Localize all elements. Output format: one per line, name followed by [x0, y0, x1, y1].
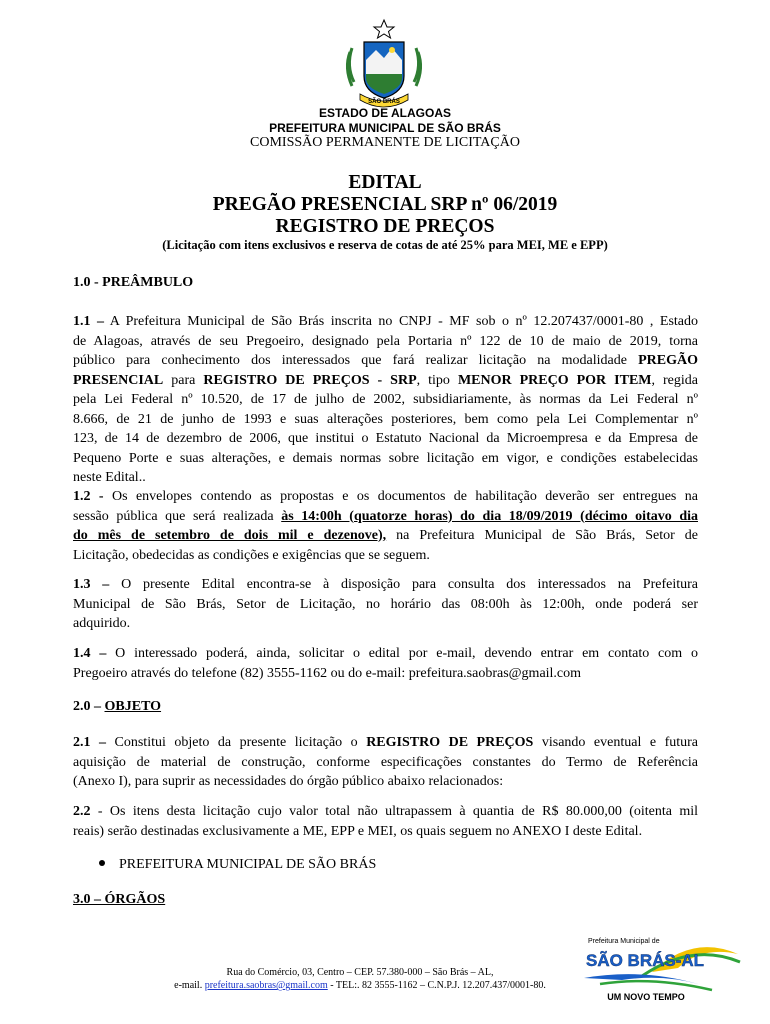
document-title-edital: EDITAL [348, 172, 422, 193]
document-title-pregao: PREGÃO PRESENCIAL SRP nº 06/2019 [212, 194, 558, 215]
section-heading-preambulo: 1.0 - PREÂMBULO [73, 275, 194, 290]
paragraph-2-1: 2.1 – Constitui objeto da presente licitação o REGISTRO DE PREÇOS visando eventual e futura aquisição de material de construção, conforme especificações constantes do Termo de Referência (Anexo I), para suprir as necessidades do órgão público abaixo relacionados: [73, 735, 698, 789]
document-title-registro: REGISTRO DE PREÇOS [275, 216, 495, 237]
bullet-icon [99, 860, 105, 866]
header-state: ESTADO DE ALAGOAS [318, 106, 451, 120]
clause-number: 2.1 – [73, 735, 107, 750]
clause-number: 1.3 – [73, 577, 110, 592]
paragraph-2-2: 2.2 - Os itens desta licitação cujo valor total não ultrapassem à quantia de R$ 80.000,00 (oitenta mil reais) serão destinadas exclusivamente a ME, EPP e MEI, os quais seguem no ANEXO I deste Edital. [73, 804, 698, 839]
footer-contact: e-mail. prefeitura.saobras@gmail.com - TEL:. 82 3555-1162 – C.N.P.J. 12.207.437/0001-80. [174, 980, 546, 991]
header-commission: COMISSÃO PERMANENTE DE LICITAÇÃO [250, 135, 520, 150]
logo-top-text: Prefeitura Municipal de [588, 938, 660, 945]
header-municipality: PREFEITURA MUNICIPAL DE SÃO BRÁS [269, 121, 501, 135]
clause-number: 2.2 [73, 804, 91, 819]
coat-ribbon-text: SÃO BRÁS [368, 99, 400, 105]
paragraph-1-4: 1.4 – O interessado poderá, ainda, solicitar o edital por e-mail, devendo entrar em contato com o Pregoeiro através do telefone (82) 3555-1162 ou do e-mail: prefeitura.saobras@gmail.com [73, 646, 698, 681]
section-heading-orgaos: 3.0 – ÓRGÃOS [73, 892, 166, 907]
municipality-logo-icon [582, 932, 742, 1004]
clause-number: 1.1 – [73, 314, 105, 329]
paragraph-1-2: 1.2 - Os envelopes contendo as propostas e os documentos de habilitação deverão ser entregues na sessão pública que será realizada às 14:00h (quatorze horas) do dia 18/09/2019 (décimo oitavo dia do mês de setembro de dois mil e dezenove), na Prefeitura Municipal de São Brás, Setor de Licitação, obedecidas as condições e exigências que se seguem. [73, 489, 698, 563]
clause-number: 1.2 - [73, 489, 104, 504]
clause-number: 1.4 – [73, 646, 107, 661]
footer-email-link[interactable]: prefeitura.saobras@gmail.com [204, 980, 328, 991]
logo-name-text: SÃO BRÁS-AL [586, 951, 705, 970]
document-subtitle: (Licitação com itens exclusivos e reserva de cotas de até 25% para MEI, ME e EPP) [162, 238, 608, 252]
logo-slogan-text: UM NOVO TEMPO [607, 992, 685, 1002]
footer-address: Rua do Comércio, 03, Centro – CEP. 57.380-000 – São Brás – AL, [226, 967, 494, 978]
section-heading-objeto: 2.0 – OBJETO [73, 699, 162, 714]
coat-of-arms-icon [332, 18, 436, 110]
list-item: PREFEITURA MUNICIPAL DE SÃO BRÁS [99, 857, 376, 873]
paragraph-1-3: 1.3 – O presente Edital encontra-se à disposição para consulta dos interessados na Prefeitura Municipal de São Brás, Setor de Licitação, no horário das 08:00h às 12:00h, onde poderá ser adquirido. [73, 577, 698, 631]
paragraph-1-1: 1.1 – A Prefeitura Municipal de São Brás inscrita no CNPJ - MF sob o nº 12.207437/0001-80 , Estado de Alagoas, através de seu Pregoeiro, designado pela Portaria nº 122 de 10 de maio de 2019, torna público para conhecimento dos interessados que fará realizar licitação na modalidade PREGÃO PRESENCIAL para REGISTRO DE PREÇOS - SRP, tipo MENOR PREÇO POR ITEM, regida pela Lei Federal nº 10.520, de 17 de julho de 2002, subsidiariamente, às normas da Lei Federal nº 8.666, de 21 de junho de 1993 e suas alterações posteriores, bem como pela Lei Complementar nº 123, de 14 de dezembro de 2006, que institui o Estatuto Nacional da Microempresa e da Empresa de Pequeno Porte e suas alterações, e demais normas sobre licitação em vigor, e condições estabelecidas neste Edital.. [73, 314, 698, 485]
